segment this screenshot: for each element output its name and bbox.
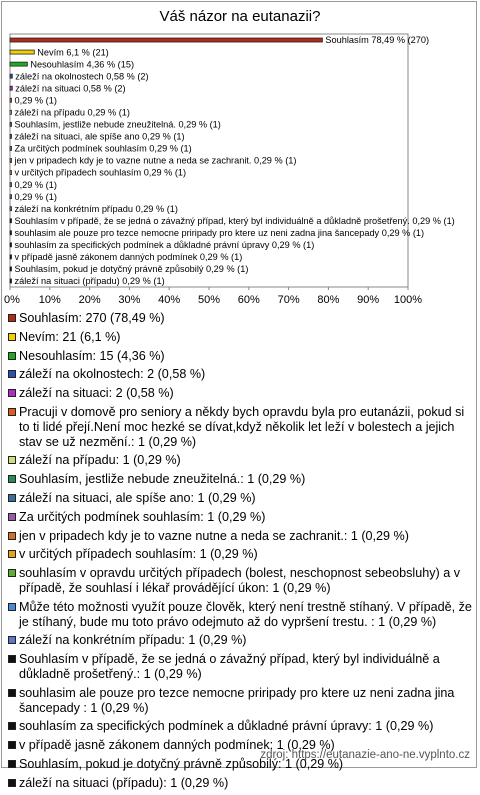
legend-swatch (8, 689, 16, 697)
bar-label: Souhlasím 78,49 % (270) (325, 35, 430, 46)
legend-swatch (8, 760, 16, 768)
x-tick-label: 10% (38, 294, 61, 306)
bar (10, 279, 12, 283)
legend-label: Může této možnosti využít pouze člověk, který není trestně stíhaný. V případě, že je stíhaný, bude mu toto právo odejmuto až do vypršení trestu. : 1 (0,29 %) (19, 599, 472, 629)
bar-label: 0,29 % (1) (14, 95, 57, 106)
bar (10, 267, 12, 271)
bar-label: záleží na situaci, ale spíše ano 0,29 % (1) (14, 131, 185, 142)
bar (10, 243, 12, 247)
x-tick-label: 80% (317, 294, 340, 306)
bar-label: Souhlasím v případě, že se jedná o závažný případ, který byl individuálně a důkladně prošetřený. 0,29 % (1) (14, 215, 455, 226)
legend-item (7, 566, 473, 596)
bar (10, 50, 34, 54)
legend-item (7, 633, 473, 648)
legend-swatch (8, 456, 16, 464)
legend-item (7, 652, 473, 682)
legend-item (7, 453, 473, 468)
x-tick-label: 90% (357, 294, 380, 306)
legend-item (7, 719, 473, 734)
legend-swatch (8, 408, 16, 416)
x-tick-label: 70% (277, 294, 300, 306)
bar-label: v určitých případech souhlasím 0,29 % (1) (14, 167, 187, 178)
bar-label: 0,29 % (1) (14, 191, 57, 202)
chart-title: Váš názor na eutanazii? (159, 8, 321, 25)
legend-item (7, 547, 473, 562)
bar-label: 0,29 % (1) (14, 179, 57, 190)
source-credit: zdroj: https://eutanazie-ano-ne.vyplnto.cz (260, 749, 470, 761)
bar-label: záleží na situaci 0,58 % (2) (15, 83, 126, 94)
bar-label: v případě jasně zákonem danných podmínek 0,29 % (1) (14, 252, 243, 263)
legend-swatch (8, 314, 16, 322)
legend-label: záleží na případu: 1 (0,29 %) (19, 453, 181, 468)
bar-label: záleží na konkrétním případu 0,29 % (1) (14, 203, 178, 214)
legend-swatch (8, 603, 16, 611)
bar-chart-plot (0, 0, 480, 310)
legend-item (7, 510, 473, 525)
legend-item (7, 349, 473, 364)
bar-label: záleží na situaci (případu) 0,29 % (1) (14, 276, 165, 287)
x-tick-label: 100% (393, 294, 423, 306)
legend-item (7, 776, 473, 791)
bar (10, 122, 12, 126)
legend-swatch (8, 636, 16, 644)
legend-swatch (8, 513, 16, 521)
legend-item (7, 311, 473, 326)
bar-label: Nesouhlasím 4,36 % (15) (30, 59, 135, 70)
legend-swatch (8, 722, 16, 730)
bar-label: Souhlasím, pokud je dotyčný právně způsobilý 0,29 % (1) (14, 264, 249, 275)
bar-label: souhlasím za specifických podmínek a důkladné právní úpravy 0,29 % (1) (14, 240, 315, 251)
legend-item (7, 367, 473, 382)
x-tick-label: 30% (118, 294, 141, 306)
legend-label: záleží na okolnostech: 2 (0,58 %) (19, 367, 206, 382)
legend-swatch (8, 569, 16, 577)
legend-label: záleží na situaci: 2 (0,58 %) (19, 386, 174, 401)
legend-item (7, 686, 473, 716)
bar (10, 98, 12, 102)
legend-swatch (8, 475, 16, 483)
bar (10, 62, 27, 66)
legend-label: Pracuji v domově pro seniory a někdy bych opravdu byla pro eutanázii, pokud si to ti lidé přejí.Není moc hezké se dívat,když několik let leží v bolestech a jejich stav se už nezmění.: 1 (0,29 %) (19, 404, 465, 449)
bar (10, 207, 12, 211)
bar (10, 231, 12, 235)
legend-label: Nevím: 21 (6,1 %) (19, 329, 121, 344)
legend-item (7, 386, 473, 401)
legend-label: v případě jasně zákonem danných podmínek: 1 (0,29 %) (19, 738, 335, 753)
legend-item (7, 529, 473, 544)
legend-item (7, 330, 473, 345)
legend-item (7, 600, 473, 630)
legend-label: Souhlasím v případě, že se jedná o závažný případ, který byl individuálně a důkladně prošetřený.: 1 (0,29 %) (19, 652, 440, 681)
legend-item (7, 405, 473, 449)
legend-swatch (8, 494, 16, 502)
legend-swatch (8, 389, 16, 397)
legend-label: záleží na konkrétním případu: 1 (0,29 %) (19, 633, 247, 648)
bar (10, 86, 12, 90)
bar-label: souhlasim ale pouze pro tezce nemocne priripady pro ktere uz neni zadna jina šancepady 0,29 % (1) (14, 227, 425, 238)
x-tick-label: 40% (158, 294, 181, 306)
bar-label: jen v pripadech kdy je to vazne nutne a neda se zachranit. 0,29 % (1) (14, 155, 297, 166)
bar (10, 219, 12, 223)
legend-label: záleží na situaci (případu): 1 (0,29 %) (19, 775, 229, 790)
legend-swatch (8, 550, 16, 558)
legend-label: souhlasím za specifických podmínek a důkladné právní úpravy: 1 (0,29 %) (19, 719, 434, 734)
legend-swatch (8, 333, 16, 341)
bar (10, 171, 12, 175)
x-tick-label: 0% (4, 294, 20, 306)
bar (10, 159, 12, 163)
legend-swatch (8, 655, 16, 663)
legend-label: Souhlasím, jestliže nebude zneužitelná.: 1 (0,29 %) (19, 472, 306, 487)
bar-label: Nevím 6,1 % (21) (37, 47, 109, 58)
legend-swatch (8, 741, 16, 749)
bar-label: záleží na okolnostech 0,58 % (2) (15, 71, 149, 82)
legend-swatch (8, 352, 16, 360)
legend-label: souhlasim ale pouze pro tezce nemocne priripady pro ktere uz neni zadna jina šancepady : 1 (0,29 %) (19, 685, 455, 715)
bar (10, 38, 322, 42)
x-tick-label: 50% (197, 294, 221, 306)
legend-swatch (8, 370, 16, 378)
bar (10, 255, 12, 259)
legend-item (7, 491, 473, 506)
legend-label: Za určitých podmínek souhlasím: 1 (0,29 %) (19, 509, 266, 524)
bar (10, 110, 12, 114)
x-tick-label: 20% (78, 294, 101, 306)
legend-label: v určitých případech souhlasím: 1 (0,29 %) (19, 547, 258, 562)
legend-label: jen v pripadech kdy je to vazne nutne a neda se zachranit.: 1 (0,29 %) (19, 528, 409, 543)
legend-item (7, 472, 473, 487)
bar-label: Za určitých podmínek souhlasím 0,29 % (1) (14, 143, 192, 154)
x-tick-label: 60% (237, 294, 260, 306)
bar (10, 183, 12, 187)
bar (10, 134, 12, 138)
bar (10, 146, 12, 150)
legend-label: Nesouhlasím: 15 (4,36 %) (19, 348, 165, 363)
legend-swatch (8, 532, 16, 540)
legend-label: záleží na situaci, ale spíše ano: 1 (0,29 %) (19, 490, 256, 505)
legend-label: Souhlasím: 270 (78,49 %) (19, 311, 165, 325)
legend-label: Souhlasím, pokud je dotyčný právně způsobilý: 1 (0,29 %) (19, 756, 344, 771)
bar (10, 195, 12, 199)
chart-legend (7, 311, 473, 795)
bar (10, 74, 12, 78)
legend-label: souhlasím v opravdu určitých případech (bolest, neschopnost sebeobsluhy) a v případě, že souhlasí i lékař provádějící úkon: 1 (0,29 %) (19, 566, 461, 595)
bar-label: Souhlasím, jestliže nebude zneužitelná. 0,29 % (1) (14, 119, 221, 130)
bar-label: záleží na případu 0,29 % (1) (14, 107, 130, 118)
legend-swatch (8, 779, 16, 787)
